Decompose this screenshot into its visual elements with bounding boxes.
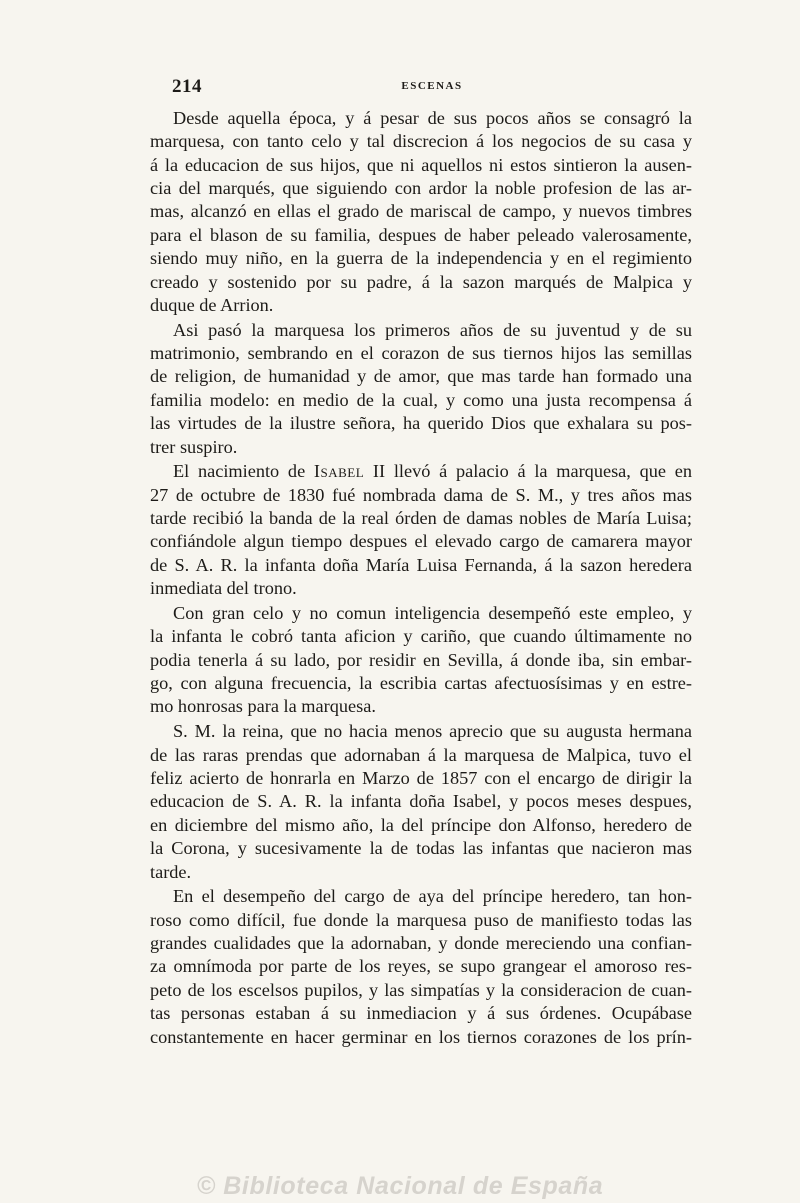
text-line: educacion de S. A. R. la infanta doña Isabel, y pocos meses despues,	[150, 791, 692, 812]
text-line: tas personas estaban á su inmediacion y á sus órdenes. Ocupábase	[150, 1003, 692, 1024]
body-text	[150, 107, 692, 1049]
text-line: tarde recibió la banda de la real órden de damas nobles de María Luisa;	[150, 508, 692, 529]
text-line: mas, alcanzó en ellas el grado de mariscal de campo, y nuevos timbres	[150, 201, 692, 222]
text-line: tarde.	[150, 861, 192, 882]
text-line: siendo muy niño, en la guerra de la independencia y en el regimiento	[150, 248, 692, 269]
text-line: familia modelo: en medio de la cual, y como una justa recompensa á	[150, 389, 692, 410]
text-line: trer suspiro.	[150, 436, 238, 457]
text-line: para el blason de su familia, despues de haber peleado valerosamente,	[150, 224, 692, 245]
text-line: Desde aquella época, y á pesar de sus pocos años se consagró la	[173, 108, 692, 128]
text-line: matrimonio, sembrando en el corazon de sus tiernos hijos las semillas	[150, 343, 692, 364]
text-line: 27 de octubre de 1830 fué nombrada dama de S. M., y tres años mas	[150, 484, 692, 505]
text-line: la infanta le cobró tanta aficion y cariño, que cuando últimamente no	[150, 626, 692, 647]
library-watermark: © Biblioteca Nacional de España	[196, 1172, 604, 1200]
page-header	[172, 76, 692, 104]
running-head: ESCENAS	[401, 80, 463, 92]
text-line: marquesa, con tanto celo y tal discrecion á los negocios de su casa y	[150, 131, 692, 152]
text-line: creado y sostenido por su padre, á la sazon marqués de Malpica y	[150, 271, 692, 292]
text-line: Con gran celo y no comun inteligencia desempeñó este empleo, y	[173, 603, 692, 624]
text-line: cia del marqués, que siguiendo con ardor la noble profesion de las ar-	[150, 178, 692, 199]
page-number: 214	[172, 76, 202, 97]
text-line: las virtudes de la ilustre señora, ha querido Dios que exhalara su pos-	[150, 413, 692, 434]
text-line: feliz acierto de honrarla en Marzo de 1857 con el encargo de dirigir la	[150, 768, 692, 789]
text-line: la Corona, y sucesivamente la de todas las infantas que nacieron mas	[150, 838, 692, 859]
text-line: de las raras prendas que adornaban á la marquesa de Malpica, tuvo el	[150, 744, 692, 765]
text-line: mo honrosas para la marquesa.	[150, 696, 376, 717]
text-line: En el desempeño del cargo de aya del príncipe heredero, tan hon-	[173, 886, 692, 907]
sovereign-name: Isabel	[313, 461, 365, 482]
text-line: S. M. la reina, que no hacia menos aprecio que su augusta hermana	[173, 721, 692, 742]
text-line: duque de Arrion.	[150, 294, 274, 315]
text-line: grandes cualidades que la adornaban, y donde mereciendo una confian-	[150, 933, 692, 954]
text-line: á la educacion de sus hijos, que ni aquellos ni estos sintieron la ausen-	[150, 154, 692, 175]
text-line: de S. A. R. la infanta doña María Luisa Fernanda, á la sazon heredera	[150, 554, 692, 575]
text-line: confiándole algun tiempo despues el elevado cargo de camarera mayor	[150, 531, 692, 552]
text-line: podia tenerla á su lado, por residir en Sevilla, á donde iba, sin embar-	[150, 649, 692, 670]
text-line: de religion, de humanidad y de amor, que mas tarde han formado una	[150, 366, 692, 387]
text-line: constantemente en hacer germinar en los tiernos corazones de los prín-	[150, 1026, 692, 1047]
text-line: za omnímoda por parte de los reyes, se supo grangear el amoroso res-	[150, 956, 692, 977]
text-line: Asi pasó la marquesa los primeros años de su juventud y de su	[173, 319, 692, 340]
text-line: go, con alguna frecuencia, la escribia cartas afectuosísimas y en estre-	[150, 673, 692, 694]
text-fragment: El nacimiento de	[173, 461, 314, 482]
text-line: peto de los escelsos pupilos, y las simpatías y la consideracion de cuan-	[150, 979, 692, 1000]
text-line	[150, 460, 692, 483]
text-fragment: II llevó á palacio á la marquesa, que en	[364, 461, 692, 482]
text-line: en diciembre del mismo año, la del príncipe don Alfonso, heredero de	[150, 814, 692, 835]
text-line: inmediata del trono.	[150, 578, 297, 599]
text-line: roso como difícil, fue donde la marquesa puso de manifiesto todas las	[150, 909, 692, 930]
